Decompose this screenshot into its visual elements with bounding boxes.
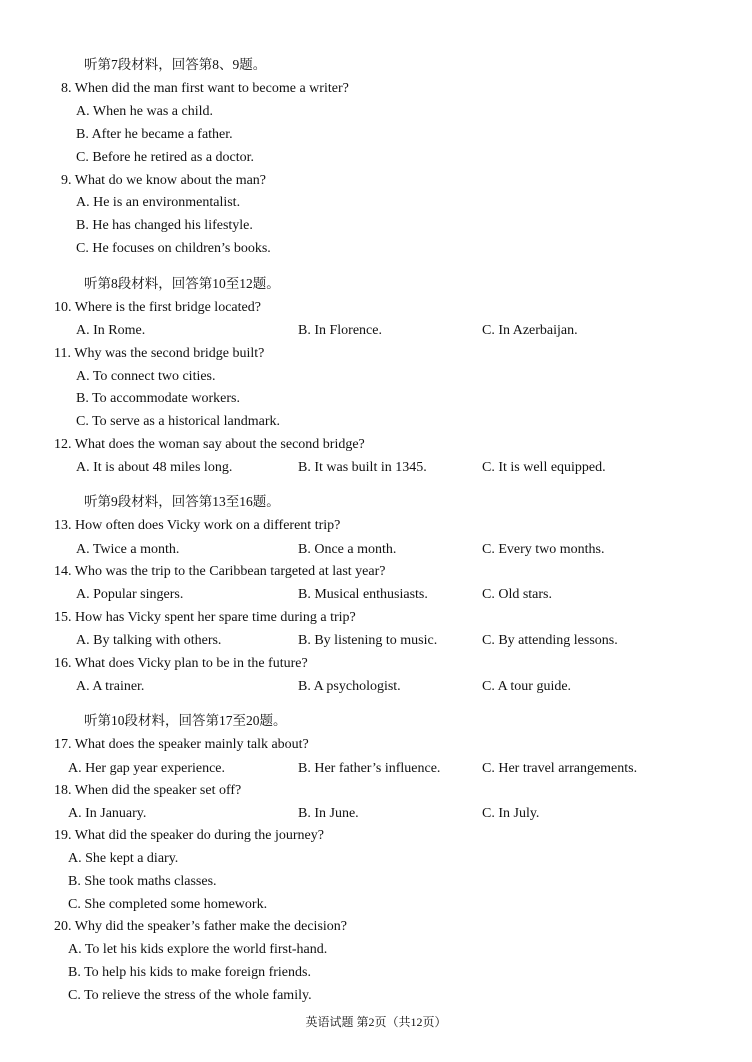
question-10-option-a: A. In Rome. <box>76 323 146 338</box>
question-12-option-c: C. It is well equipped. <box>482 460 606 475</box>
question-14-option-b: B. Musical enthusiasts. <box>298 587 428 602</box>
question-12-stem: 12. What does the woman say about the second bridge? <box>54 437 365 452</box>
question-20-option-b: B. To help his kids to make foreign friends. <box>68 965 311 980</box>
question-13-option-b: B. Once a month. <box>298 542 397 557</box>
question-19-option-a: A. She kept a diary. <box>68 851 179 866</box>
question-18-stem: 18. When did the speaker set off? <box>54 783 242 798</box>
section-header: 听第9段材料，回答第13至16题。 <box>84 494 280 509</box>
question-14-option-c: C. Old stars. <box>482 587 552 602</box>
question-19-option-b: B. She took maths classes. <box>68 874 217 889</box>
question-8-option-a: A. When he was a child. <box>76 104 213 119</box>
question-18-option-c: C. In July. <box>482 806 540 821</box>
question-17-option-c: C. Her travel arrangements. <box>482 761 638 776</box>
question-13-stem: 13. How often does Vicky work on a different trip? <box>54 518 341 533</box>
question-19-stem: 19. What did the speaker do during the journey? <box>54 828 324 843</box>
question-16-stem: 16. What does Vicky plan to be in the future? <box>54 656 308 671</box>
question-17-stem: 17. What does the speaker mainly talk about? <box>54 737 309 752</box>
question-10-option-c: C. In Azerbaijan. <box>482 323 578 338</box>
question-15-stem: 15. How has Vicky spent her spare time during a trip? <box>54 610 356 625</box>
question-9-option-a: A. He is an environmentalist. <box>76 195 241 210</box>
question-16-option-b: B. A psychologist. <box>298 679 401 694</box>
question-20-stem: 20. Why did the speaker’s father make the decision? <box>54 919 347 934</box>
question-15-option-c: C. By attending lessons. <box>482 633 618 648</box>
question-10-stem: 10. Where is the first bridge located? <box>54 300 261 315</box>
question-11-stem: 11. Why was the second bridge built? <box>54 346 265 361</box>
question-12-option-a: A. It is about 48 miles long. <box>76 460 233 475</box>
question-20-option-a: A. To let his kids explore the world first-hand. <box>68 942 328 957</box>
question-17-option-a: A. Her gap year experience. <box>68 761 226 776</box>
question-8-option-c: C. Before he retired as a doctor. <box>76 150 255 165</box>
page-footer: 英语试题 第2页（共12页） <box>305 1015 447 1029</box>
question-18-option-b: B. In June. <box>298 806 359 821</box>
question-17-option-b: B. Her father’s influence. <box>298 761 441 776</box>
question-11-option-c: C. To serve as a historical landmark. <box>76 414 281 429</box>
question-19-option-c: C. She completed some homework. <box>68 897 268 912</box>
question-8-option-b: B. After he became a father. <box>76 127 233 142</box>
question-20-option-c: C. To relieve the stress of the whole family. <box>68 988 312 1003</box>
section-header: 听第7段材料，回答第8、9题。 <box>84 57 267 72</box>
question-16-option-a: A. A trainer. <box>76 679 145 694</box>
question-18-option-a: A. In January. <box>68 806 147 821</box>
question-12-option-b: B. It was built in 1345. <box>298 460 427 475</box>
question-9-stem: 9. What do we know about the man? <box>61 173 267 188</box>
question-10-option-b: B. In Florence. <box>298 323 382 338</box>
question-11-option-b: B. To accommodate workers. <box>76 391 240 406</box>
question-13-option-a: A. Twice a month. <box>76 542 180 557</box>
question-9-option-c: C. He focuses on children’s books. <box>76 241 271 256</box>
question-15-option-a: A. By talking with others. <box>76 633 222 648</box>
section-header: 听第8段材料，回答第10至12题。 <box>84 276 280 291</box>
question-13-option-c: C. Every two months. <box>482 542 605 557</box>
question-16-option-c: C. A tour guide. <box>482 679 572 694</box>
question-14-option-a: A. Popular singers. <box>76 587 184 602</box>
question-8-stem: 8. When did the man first want to become a writer? <box>61 81 349 96</box>
question-11-option-a: A. To connect two cities. <box>76 369 216 384</box>
question-15-option-b: B. By listening to music. <box>298 633 438 648</box>
section-header: 听第10段材料，回答第17至20题。 <box>84 713 287 728</box>
question-14-stem: 14. Who was the trip to the Caribbean targeted at last year? <box>54 564 386 579</box>
question-9-option-b: B. He has changed his lifestyle. <box>76 218 253 233</box>
